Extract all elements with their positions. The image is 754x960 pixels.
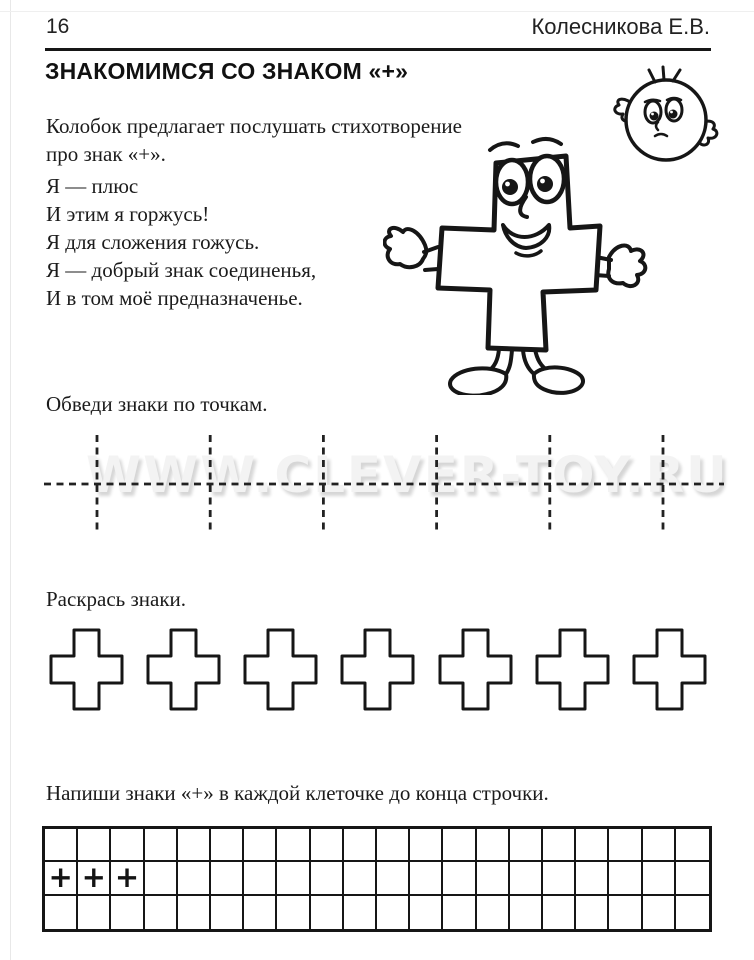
grid-cell xyxy=(178,829,211,862)
grid-cell xyxy=(78,829,111,862)
grid-cell xyxy=(277,829,310,862)
text-line: Колобок предлагает послушать стихотворение xyxy=(46,114,462,138)
poem xyxy=(46,172,316,312)
grid-cell xyxy=(145,829,178,862)
grid-cell xyxy=(543,829,576,862)
plus-outline xyxy=(242,627,318,711)
grid-cell xyxy=(244,829,277,862)
grid-cell xyxy=(211,896,244,929)
trace-row xyxy=(40,430,730,536)
grid-cell xyxy=(643,829,676,862)
plus-character-illustration xyxy=(383,133,655,395)
grid-cell xyxy=(344,862,377,895)
grid-cell xyxy=(178,896,211,929)
dotted-crosses-illustration xyxy=(40,430,730,536)
plus-outline xyxy=(534,627,610,711)
grid-cell xyxy=(510,829,543,862)
grid-cell xyxy=(78,896,111,929)
grid-cell xyxy=(178,862,211,895)
grid-cell xyxy=(443,829,476,862)
grid-cell xyxy=(609,829,642,862)
page-number: 16 xyxy=(46,15,70,38)
grid-cell xyxy=(643,862,676,895)
plus-outline xyxy=(48,627,124,711)
grid-cell xyxy=(676,896,709,929)
plus-outline xyxy=(339,627,415,711)
grid-cell xyxy=(676,862,709,895)
watermark: WWW.CLEVER-TOY.RU xyxy=(86,446,729,504)
grid-cell xyxy=(311,862,344,895)
grid-cell xyxy=(45,896,78,929)
grid-cell xyxy=(311,829,344,862)
grid-cell xyxy=(443,896,476,929)
grid-cell xyxy=(311,896,344,929)
grid-cell xyxy=(244,896,277,929)
grid-cell xyxy=(377,829,410,862)
plus-character-right-hand xyxy=(595,245,645,286)
text-line: Я — добрый знак соединенья, xyxy=(46,258,317,282)
text-line: про знак «+». xyxy=(46,142,166,166)
page-title: ЗНАКОМИМСЯ СО ЗНАКОМ «+» xyxy=(45,58,409,84)
grid-cell xyxy=(543,862,576,895)
grid-cell xyxy=(145,862,178,895)
grid-cell xyxy=(410,829,443,862)
plus-outline xyxy=(145,627,221,711)
grid-cell: + xyxy=(78,862,111,895)
grid-cell: + xyxy=(45,862,78,895)
grid-cell xyxy=(145,896,178,929)
plus-outline xyxy=(437,627,513,711)
grid-cell xyxy=(510,896,543,929)
color-crosses-row xyxy=(48,627,707,711)
text-line: Я для сложения гожусь. xyxy=(46,230,260,254)
grid-cell: + xyxy=(111,862,144,895)
task-trace-label: Обведи знаки по точкам. xyxy=(46,392,268,416)
grid-cell xyxy=(277,862,310,895)
grid-cell xyxy=(377,862,410,895)
grid-cell xyxy=(443,862,476,895)
text-line: И в том моё предназначенье. xyxy=(46,286,303,310)
grid-cell xyxy=(211,829,244,862)
kolobok-hair xyxy=(649,67,680,82)
grid-cell xyxy=(377,896,410,929)
grid-cell xyxy=(676,829,709,862)
grid-cell xyxy=(111,829,144,862)
grid-cell xyxy=(244,862,277,895)
grid-cell xyxy=(277,896,310,929)
grid-cell xyxy=(410,896,443,929)
grid-cell xyxy=(543,896,576,929)
text-line: И этим я горжусь! xyxy=(46,202,210,226)
task-color-label: Раскрась знаки. xyxy=(46,587,187,611)
grid-cell xyxy=(643,896,676,929)
page-top-line xyxy=(0,11,754,12)
grid-cell xyxy=(111,896,144,929)
right-shoe xyxy=(534,367,583,392)
grid-cell xyxy=(576,862,609,895)
page-edge-line xyxy=(10,0,11,960)
grid-cell xyxy=(609,862,642,895)
grid-cell xyxy=(477,829,510,862)
text-line: Я — плюс xyxy=(46,174,139,198)
header-rule xyxy=(45,48,711,51)
grid-cell xyxy=(609,896,642,929)
writing-grid xyxy=(42,826,712,932)
author-name: Колесникова Е.В. xyxy=(531,14,710,39)
grid-cell xyxy=(510,862,543,895)
grid-cell xyxy=(45,829,78,862)
plus-character-left-hand xyxy=(384,228,438,270)
plus-character-legs xyxy=(450,349,583,395)
grid-cell xyxy=(410,862,443,895)
task-write-label: Напиши знаки «+» в каждой клеточке до конца строчки. xyxy=(46,781,549,805)
grid-cell xyxy=(576,896,609,929)
grid-cell xyxy=(477,862,510,895)
left-shoe xyxy=(450,368,506,395)
grid-cell xyxy=(576,829,609,862)
grid-cell xyxy=(344,829,377,862)
grid-cell xyxy=(344,896,377,929)
grid-cell xyxy=(477,896,510,929)
grid-cell xyxy=(211,862,244,895)
plus-outline xyxy=(631,627,707,711)
